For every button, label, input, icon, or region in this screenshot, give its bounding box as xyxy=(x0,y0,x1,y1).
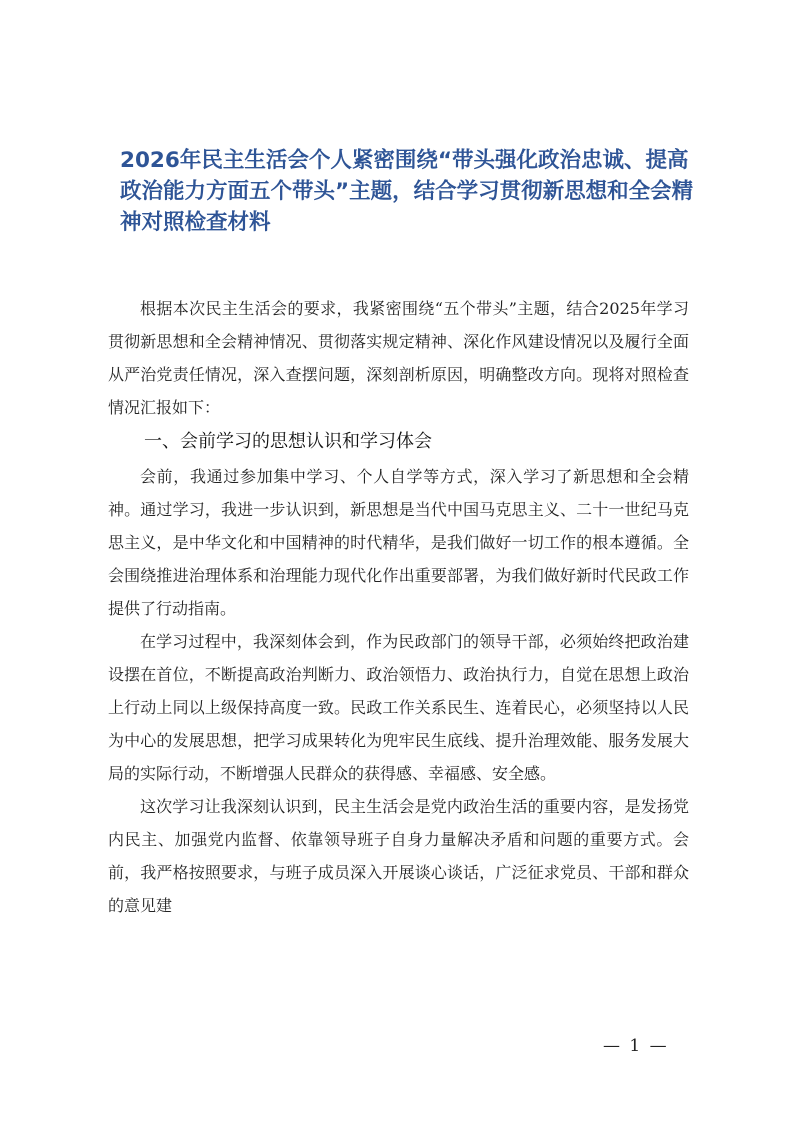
section-heading: 一、会前学习的思想认识和学习体会 xyxy=(144,431,432,452)
document-body xyxy=(108,292,689,922)
page-number: — 1 — xyxy=(603,1036,669,1056)
body-paragraph: 这次学习让我深刻认识到，民主生活会是党内政治生活的重要内容，是发扬党内民主、加强党内监督、依靠领导班子自身力量解决矛盾和问题的重要方式。会前，我严格按照要求，与班子成员深入开展谈心谈话，广泛征求党员、干部和群众的意见建 xyxy=(108,797,689,915)
body-paragraph: 在学习过程中，我深刻体会到，作为民政部门的领导干部，必须始终把政治建设摆在首位，不断提高政治判断力、政治领悟力、政治执行力，自觉在思想上政治上行动上同以上级保持高度一致。民政工作关系民生、连着民心，必须坚持以人民为中心的发展思想，把学习成果转化为兜牢民生底线、提升治理效能、服务发展大局的实际行动，不断增强人民群众的获得感、幸福感、安全感。 xyxy=(108,632,689,783)
document-title: 2026年民主生活会个人紧密围绕“带头强化政治忠诚、提高政治能力方面五个带头”主题，结合学习贯彻新思想和全会精神对照检查材料 xyxy=(120,148,694,235)
body-paragraph: 会前，我通过参加集中学习、个人自学等方式，深入学习了新思想和全会精神。通过学习，我进一步认识到，新思想是当代中国马克思主义、二十一世纪马克思主义，是中华文化和中国精神的时代精华，是我们做好一切工作的根本遵循。全会围绕推进治理体系和治理能力现代化作出重要部署，为我们做好新时代民政工作提供了行动指南。 xyxy=(108,467,689,618)
intro-paragraph: 根据本次民主生活会的要求，我紧密围绕“五个带头”主题，结合2025年学习贯彻新思想和全会精神情况、贯彻落实规定精神、深化作风建设情况以及履行全面从严治党责任情况，深入查摆问题，深刻剖析原因，明确整改方向。现将对照检查情况汇报如下： xyxy=(108,299,689,417)
